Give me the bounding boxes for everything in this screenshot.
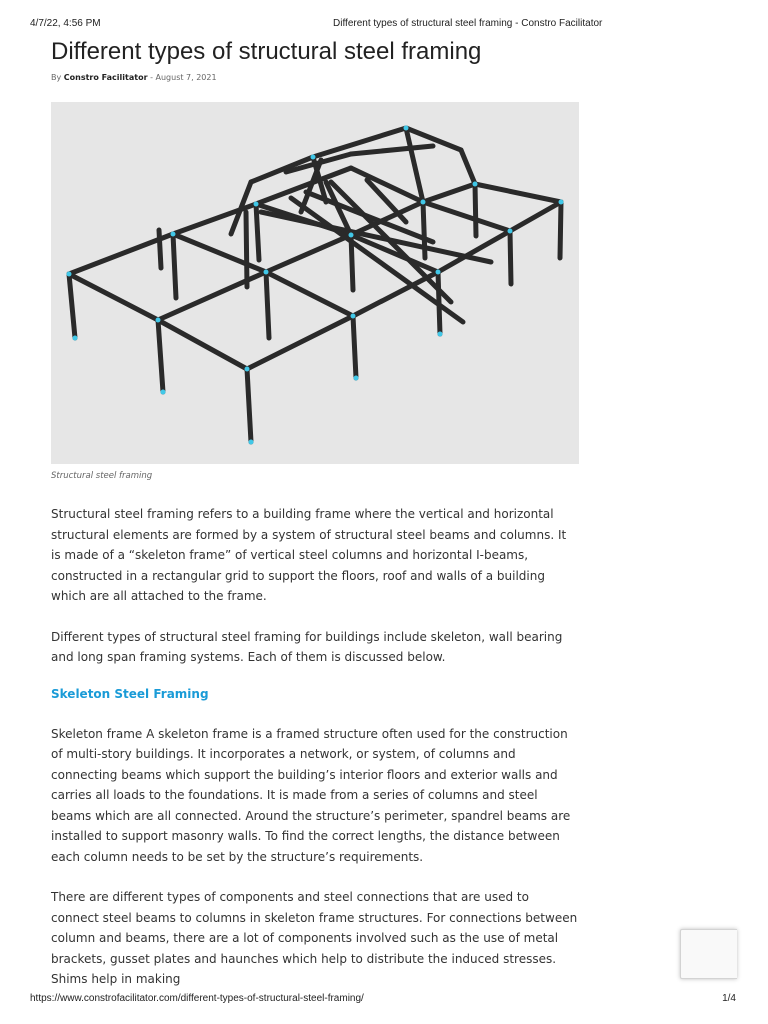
print-page-number: 1/4 <box>722 993 736 1004</box>
publish-date: August 7, 2021 <box>155 73 217 82</box>
print-url: https://www.constrofacilitator.com/different-types-of-structural-steel-framing/ <box>30 993 364 1004</box>
body-paragraph: Skeleton frame A skeleton frame is a framed structure often used for the construction of multi-story buildings. It incorporates a network, or system, of columns and connecting beams which support the building’s interior floors and exterior walls and carries all loads to the foundations. It is made from a series of columns and steel beams which are all connected. Around the structure’s perimeter, spandrel beams are installed to support masonry walls. To find the correct lengths, the distance between each column needs to be set by the structure’s requirements. <box>51 726 571 864</box>
body-paragraph: Structural steel framing refers to a building frame where the vertical and horizontal structural elements are formed by a system of structural steel beams and columns. It is made of a “skeleton frame” of vertical steel columns and horizontal I-beams, constructed in a rectangular grid to support the floors, roof and walls of a building which are all attached to the frame. <box>51 507 567 603</box>
article <box>51 36 579 990</box>
article-title: Different types of structural steel framing <box>51 38 482 65</box>
byline <box>51 72 579 84</box>
print-page-title: Different types of structural steel framing - Constro Facilitator <box>333 18 603 29</box>
author-link[interactable]: Constro Facilitator <box>63 73 148 82</box>
byline-prefix: By <box>51 73 62 82</box>
featured-image <box>51 102 579 464</box>
section-heading: Skeleton Steel Framing <box>51 686 209 701</box>
print-footer <box>30 993 736 1007</box>
recaptcha-badge[interactable] <box>680 929 737 979</box>
body-paragraph: Different types of structural steel framing for buildings include skeleton, wall bearing and long span framing systems. Each of them is discussed below. <box>51 629 563 664</box>
steel-frame-illustration <box>51 102 579 464</box>
body-paragraph: There are different types of components and steel connections that are used to connect steel beams to columns in skeleton frame structures. For connections between column and beams, there are a lot of components involved such as the use of metal brackets, gusset plates and haunches which help to distribute the induced stresses. Shims help in making <box>51 890 578 986</box>
print-header <box>30 18 736 32</box>
image-caption: Structural steel framing <box>51 471 153 481</box>
print-timestamp: 4/7/22, 4:56 PM <box>30 18 101 29</box>
byline-separator: - <box>150 73 153 82</box>
